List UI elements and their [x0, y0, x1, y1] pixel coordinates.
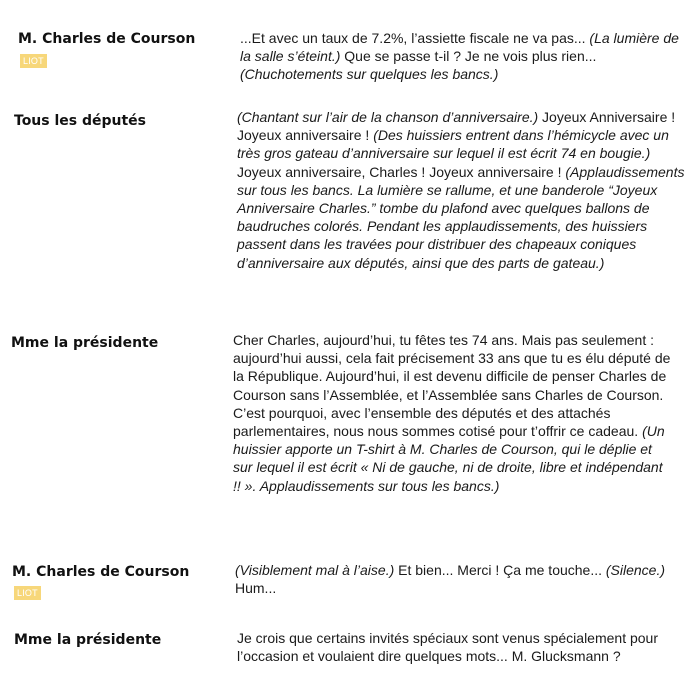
speaker-name: Mme la présidente: [11, 335, 159, 351]
stage-direction: (Chantant sur l’air de la chanson d’anniversaire.): [237, 109, 539, 125]
stage-direction: (Silence.): [605, 562, 666, 578]
spoken-text: Et bien... Merci ! Ça me touche...: [394, 562, 606, 578]
speech-text: [240, 29, 685, 84]
party-badge: LIOT: [14, 586, 41, 600]
stage-direction: (Applaudissements sur tous les bancs. La lumière se rallume, et une banderole “Joyeux Anniversaire Charles.” tombe du plafond avec quelques ballons de baudruches colorés. Pendant les applaudissements, des huissiers passent dans les travées pour distribuer des chapeaux coniques d’anniversaire aux députés, ainsi que des parts de gateau.): [237, 163, 685, 271]
spoken-text: ...Et avec un taux de 7.2%, l’assiette fiscale ne va pas...: [240, 30, 590, 46]
stage-direction: (Un huissier apporte un T-shirt à M. Charles de Courson, qui le déplie et sur lequel il est écrit « Ni de gauche, ni de droite, libre et indépendant !! ». Applaudissements sur tous les bancs.): [233, 423, 665, 494]
stage-direction: (Chuchotements sur quelques les bancs.): [240, 66, 499, 83]
spoken-text: Que se passe t-il ? Je ne vois plus rien...: [340, 48, 597, 65]
party-badge: LIOT: [20, 54, 47, 68]
speaker-name: M. Charles de Courson: [18, 31, 196, 47]
spoken-text: Joyeux anniversaire, Charles ! Joyeux anniversaire !: [237, 163, 566, 180]
speaker-name: Tous les députés: [14, 113, 147, 129]
speech-text: [237, 108, 689, 272]
speaker-name: Mme la présidente: [14, 632, 162, 648]
speech-text: [237, 629, 677, 665]
spoken-text: Je crois que certains invités spéciaux sont venus spécialement pour l’occasion et voulaient dire quelques mots... M. Glucksmann ?: [237, 630, 658, 665]
spoken-text: Cher Charles, aujourd’hui, tu fêtes tes 74 ans. Mais pas seulement : aujourd’hui aussi, cela fait précisement 33 ans que tu es élu député de la République. Aujourd’hui, il est devenu difficile de penser Charles de Courson sans l’Assemblée, et l’Assemblée sans Charles de Courson. C’est pourquoi, avec l’ensemble des députés et des attachés parlementaires, nous nous sommes cotisé pour t’offrir ce cadeau.: [233, 332, 671, 440]
speech-text: [233, 331, 673, 495]
spoken-text: Hum...: [235, 580, 277, 597]
speaker-name: M. Charles de Courson: [12, 564, 190, 580]
stage-direction: (Visiblement mal à l’aise.): [235, 562, 395, 578]
speech-text: [235, 561, 675, 597]
spoken-text: Joyeux Anniversaire ! Joyeux anniversaire !: [237, 109, 676, 144]
stage-direction: (Des huissiers entrent dans l’hémicycle avec un très gros gateau d’anniversaire sur lequel il est écrit 74 en bougie.): [237, 127, 669, 162]
stage-direction: (La lumière de la salle s’éteint.): [240, 30, 679, 65]
